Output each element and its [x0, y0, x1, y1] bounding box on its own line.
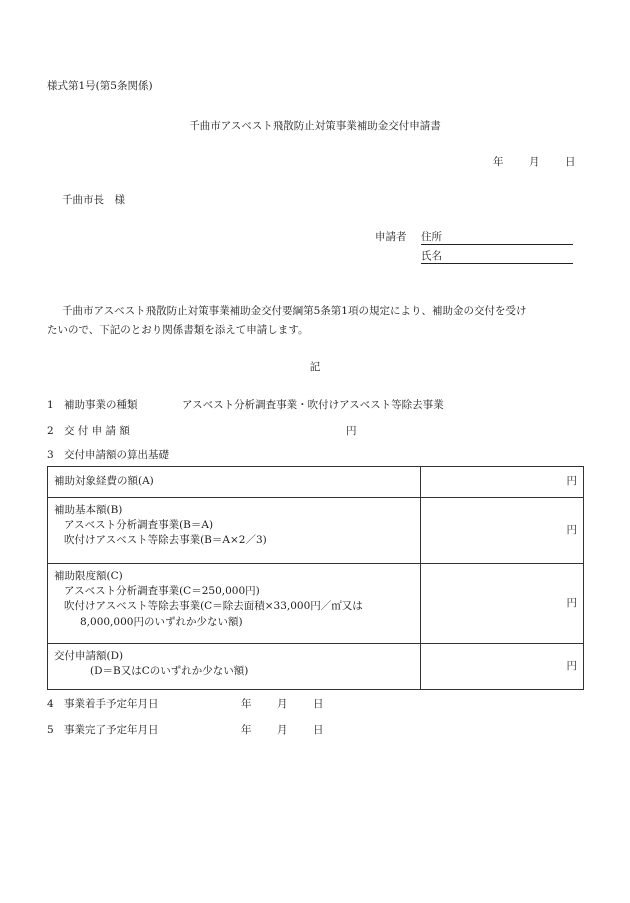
- item-2-number: 2: [47, 425, 54, 437]
- item-4-year: 年: [241, 698, 252, 710]
- ki-heading: 記: [309, 361, 321, 373]
- row-c-line-2: 吹付けアスベスト等除去事業(C＝除去面積×33,000円／㎡又は: [64, 600, 363, 613]
- row-d-amount-field[interactable]: [421, 644, 584, 690]
- body-line-2: たいので、下記のとおり関係書類を添えて申請します。: [47, 324, 309, 336]
- row-b-unit: 円: [566, 523, 577, 536]
- table-row-c: [48, 564, 584, 644]
- item-1-label: 補助事業の種類: [64, 399, 138, 411]
- row-d-title: 交付申請額(D): [54, 650, 124, 662]
- name-field[interactable]: [421, 263, 573, 264]
- address-field[interactable]: [421, 244, 573, 245]
- body-line-1: 千曲市アスベスト飛散防止対策事業補助金交付要綱第5条第1項の規定により、補助金の交付を受け: [62, 305, 527, 317]
- row-c-line-3: 8,000,000円のいずれか少ない額): [80, 615, 243, 628]
- item-4-month: 月: [277, 698, 288, 710]
- row-a-label-text: 補助対象経費の額(A): [54, 475, 154, 488]
- item-2-unit: 円: [346, 425, 357, 437]
- addressee: 千曲市長 様: [62, 194, 125, 206]
- row-c-amount-field[interactable]: [421, 564, 584, 644]
- applicant-label: 申請者: [375, 231, 407, 243]
- form-number: 様式第1号(第5条関係): [47, 80, 153, 92]
- item-3-label: 交付申請額の算出基礎: [64, 449, 169, 461]
- row-b-line-2: 吹付けアスベスト等除去事業(B＝A×2／3): [64, 534, 267, 547]
- item-2-label: 交 付 申 請 額: [64, 425, 130, 437]
- item-1-value: アスベスト分析調査事業・吹付けアスベスト等除去事業: [182, 399, 444, 411]
- table-row-b: [48, 498, 584, 564]
- calculation-table: [47, 466, 584, 690]
- row-a-amount-field[interactable]: [421, 467, 584, 498]
- table-row-a: [48, 467, 584, 498]
- item-5-month: 月: [277, 724, 288, 736]
- item-5-number: 5: [47, 724, 54, 736]
- row-a-label: [48, 467, 421, 498]
- table-row-d: [48, 644, 584, 690]
- row-d-unit: 円: [566, 659, 577, 672]
- name-label: 氏名: [421, 250, 442, 262]
- row-c-unit: 円: [566, 596, 577, 609]
- date-month: 月: [529, 156, 540, 168]
- item-4-number: 4: [47, 698, 54, 710]
- item-1-number: 1: [47, 399, 54, 411]
- item-3-number: 3: [47, 449, 54, 461]
- row-b-amount-field[interactable]: [421, 498, 584, 564]
- row-b-label: [48, 498, 421, 564]
- row-c-line-1: アスベスト分析調査事業(C＝250,000円): [64, 585, 260, 598]
- address-label: 住所: [421, 231, 442, 243]
- date-day: 日: [565, 156, 576, 168]
- item-4-day: 日: [313, 698, 324, 710]
- row-c-label: [48, 564, 421, 644]
- row-c-title: 補助限度額(C): [54, 570, 123, 582]
- item-4-label: 事業着手予定年月日: [64, 698, 159, 710]
- row-b-title: 補助基本額(B): [54, 504, 123, 516]
- row-b-line-1: アスベスト分析調査事業(B＝A): [64, 519, 214, 532]
- document-title: 千曲市アスベスト飛散防止対策事業補助金交付申請書: [189, 120, 441, 132]
- item-5-year: 年: [241, 724, 252, 736]
- row-d-label: [48, 644, 421, 690]
- row-d-line-1: (D＝B又はCのいずれか少ない額): [90, 665, 249, 678]
- item-5-label: 事業完了予定年月日: [64, 724, 159, 736]
- item-5-day: 日: [313, 724, 324, 736]
- date-year: 年: [493, 156, 504, 168]
- row-a-unit: 円: [566, 475, 577, 488]
